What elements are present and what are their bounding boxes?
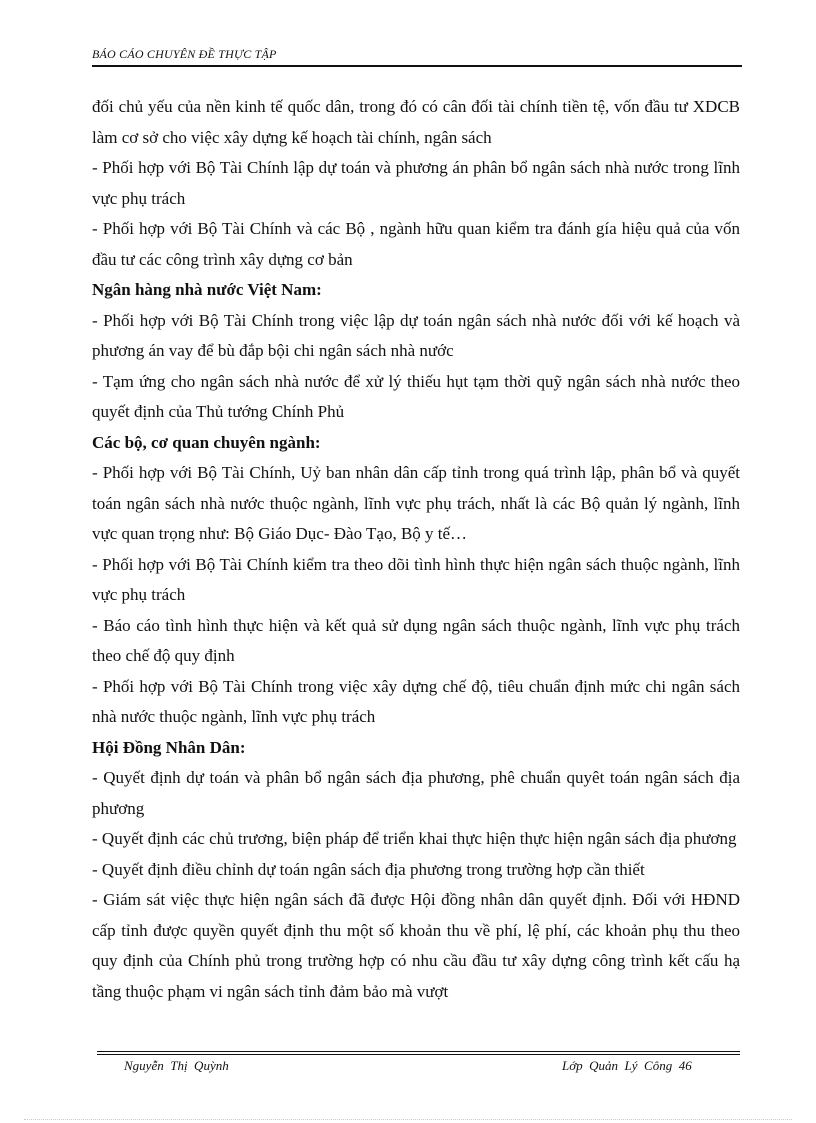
paragraph: - Báo cáo tình hình thực hiện và kết quả sử dụng ngân sách thuộc ngành, lĩnh vực phụ trách theo chế độ quy định	[92, 615, 740, 665]
page-header	[92, 47, 742, 67]
footer-rule-bottom	[97, 1054, 740, 1055]
paragraph: - Phối hợp với Bộ Tài Chính kiểm tra theo dõi tình hình thực hiện ngân sách thuộc ngành, lĩnh vực phụ trách	[92, 554, 740, 604]
footer-class: Lớp Quản Lý Công 46	[562, 1058, 692, 1073]
section-heading: Các bộ, cơ quan chuyên ngành:	[92, 432, 321, 452]
section-heading: Ngân hàng nhà nước Việt Nam:	[92, 280, 322, 299]
footer-rule-top	[97, 1051, 740, 1052]
paragraph: - Phối hợp với Bộ Tài Chính và các Bộ , ngành hữu quan kiểm tra đánh gía hiệu quả của vốn đầu tư các công trình xây dựng cơ bản	[92, 219, 740, 269]
paragraph: - Quyết định điều chỉnh dự toán ngân sách địa phương trong trường hợp cần thiết	[92, 859, 645, 879]
paragraph: - Giám sát việc thực hiện ngân sách đã được Hội đồng nhân dân quyết định. Đối với HĐND cấp tỉnh được quyền quyết định thu một số khoản thu về phí, lệ phí, các khoản phụ thu theo quy định của Chính phủ trong trường hợp có nhu cầu đầu tư xây dựng công trình kết cấu hạ tầng thuộc phạm vi ngân sách tỉnh đảm bảo mà vượt	[92, 890, 740, 1001]
paragraph: - Phối hợp với Bộ Tài Chính trong việc lập dự toán ngân sách nhà nước đối với kế hoạch và phương án vay để bù đắp bội chi ngân sách nhà nước	[92, 310, 740, 360]
page-bottom-dotted-line	[24, 1119, 792, 1120]
paragraph: - Quyết định dự toán và phân bổ ngân sách địa phương, phê chuẩn quyêt toán ngân sách địa phương	[92, 768, 740, 818]
document-body	[92, 92, 740, 1007]
paragraph: - Phối hợp với Bộ Tài Chính, Uỷ ban nhân dân cấp tỉnh trong quá trình lập, phân bổ và quyết toán ngân sách nhà nước thuộc ngành, lĩnh vực phụ trách, nhất là các Bộ quản lý ngành, lĩnh vực quan trọng như: Bộ Giáo Dục- Đào Tạo, Bộ y tế…	[92, 463, 740, 543]
header-title: BÁO CÁO CHUYÊN ĐỀ THỰC TẬP	[92, 47, 277, 61]
paragraph: - Tạm ứng cho ngân sách nhà nước để xử lý thiếu hụt tạm thời quỹ ngân sách nhà nước theo quyết định của Thủ tướng Chính Phủ	[92, 371, 740, 421]
paragraph: - Phối hợp với Bộ Tài Chính lập dự toán và phương án phân bổ ngân sách nhà nước trong lĩnh vực phụ trách	[92, 158, 740, 208]
paragraph: đối chủ yếu của nền kinh tế quốc dân, trong đó có cân đối tài chính tiền tệ, vốn đầu tư XDCB làm cơ sở cho việc xây dựng kế hoạch tài chính, ngân sách	[92, 97, 740, 147]
footer-author: Nguyễn Thị Quỳnh	[124, 1058, 229, 1073]
section-heading: Hội Đồng Nhân Dân:	[92, 737, 246, 757]
paragraph: - Phối hợp với Bộ Tài Chính trong việc xây dựng chế độ, tiêu chuẩn định mức chi ngân sách nhà nước thuộc ngành, lĩnh vực phụ trách	[92, 676, 740, 726]
paragraph: - Quyết định các chủ trương, biện pháp để triển khai thực hiện thực hiện ngân sách địa phương	[92, 829, 737, 848]
